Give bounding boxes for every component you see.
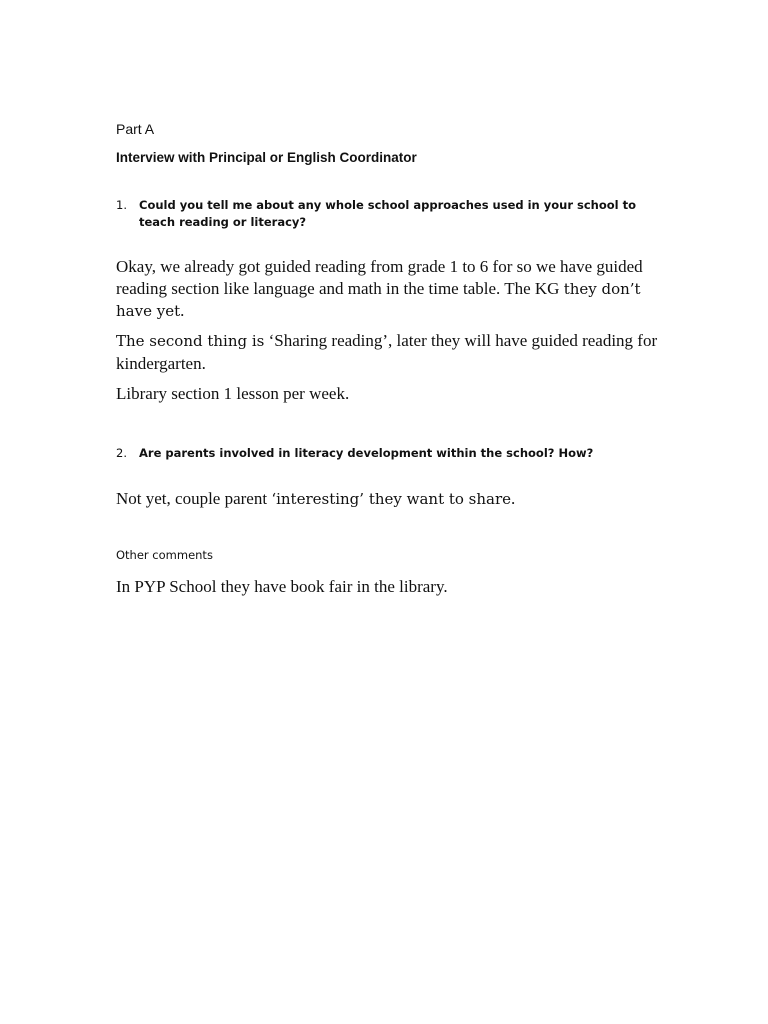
- answer-emphasis: they don’t have yet: [116, 279, 641, 320]
- answer-2-paragraph: [116, 488, 661, 511]
- document-title: Interview with Principal or English Coordinator: [116, 150, 417, 165]
- question-text: Could you tell me about any whole school approaches used in your school to teach reading or literacy?: [139, 198, 637, 229]
- question-1: [116, 197, 656, 231]
- answer-1-paragraph-3: Library section 1 lesson per week.: [116, 384, 350, 403]
- question-text: Are parents involved in literacy development within the school? How?: [139, 446, 594, 460]
- question-number: 2.: [116, 446, 127, 460]
- answer-text: Not yet, couple parent: [116, 489, 272, 508]
- answer-emphasis: ‘interesting’ they want to share: [271, 490, 512, 508]
- question-number: 1.: [116, 198, 127, 212]
- part-label: Part A: [116, 121, 155, 137]
- other-comments-paragraph: In PYP School they have book fair in the library.: [116, 577, 448, 596]
- answer-text: Okay, we already got guided reading from grade 1 to 6 for so we have guided reading section like language and math in the time table. The KG: [116, 257, 643, 298]
- answer-text: ‘Sharing reading’, later they will have guided reading for kindergarten.: [116, 331, 658, 373]
- question-2: [116, 445, 656, 462]
- answer-text-end: .: [180, 301, 185, 320]
- answer-emphasis: The second thing is: [116, 332, 265, 350]
- answer-1-paragraph-1: [116, 256, 661, 323]
- answer-text-end: .: [511, 489, 516, 508]
- other-comments-label: Other comments: [116, 548, 213, 562]
- answer-1-paragraph-2: [116, 330, 661, 374]
